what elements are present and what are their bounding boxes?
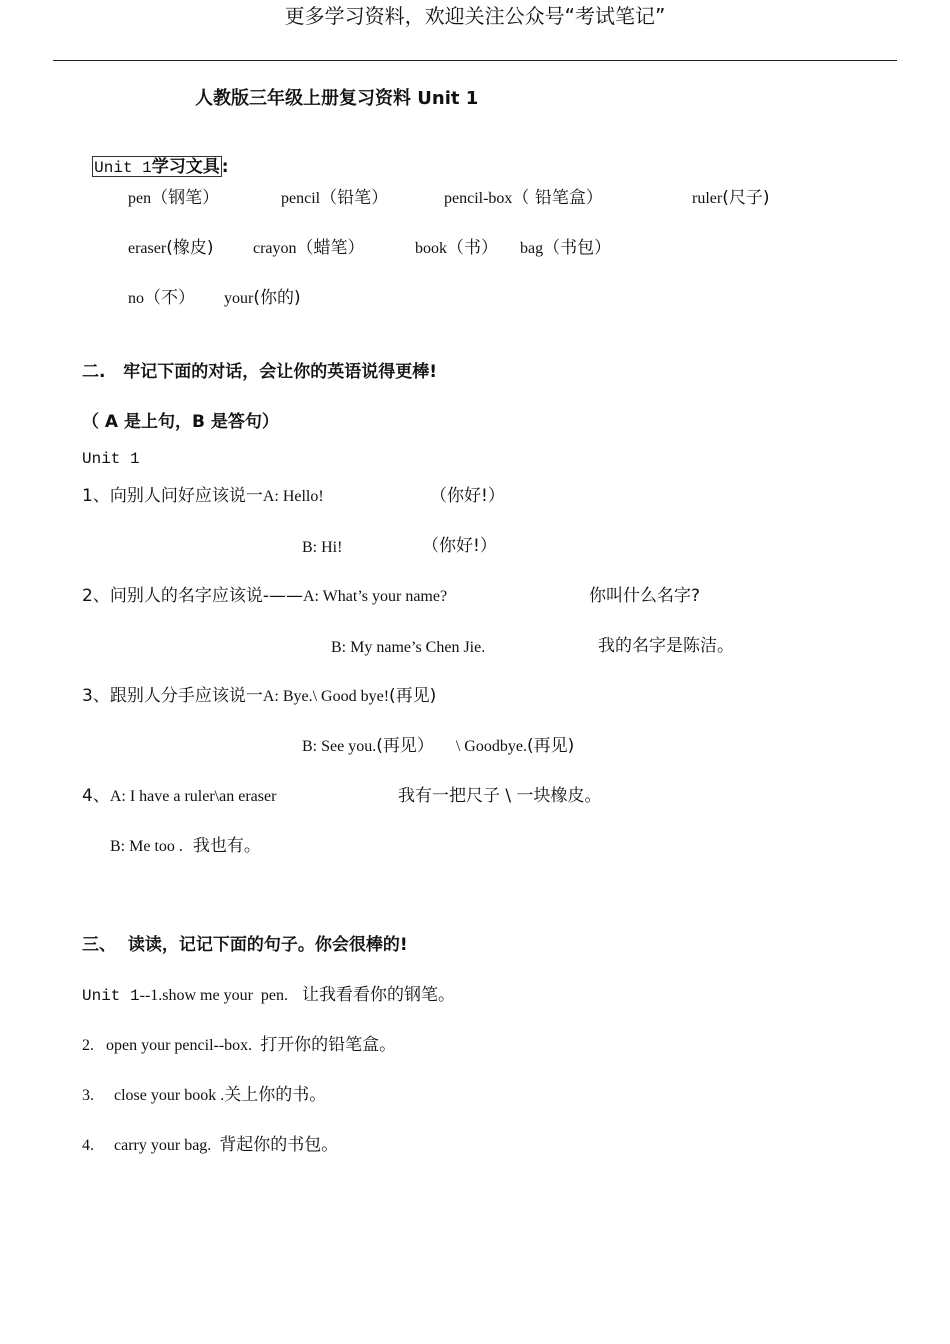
- dialogue-translation: （你好!）: [422, 536, 497, 556]
- vocab-cn: （书）: [447, 238, 498, 258]
- vocab-en: pencil-box: [444, 190, 513, 207]
- vocab-en: eraser: [128, 240, 167, 257]
- dialogue-translation: (再见）: [376, 736, 434, 756]
- dialogue-prefix: 3、跟别人分手应该说一: [82, 686, 263, 706]
- sentence-line: [82, 985, 455, 1006]
- sentence-unit: Unit 1: [82, 987, 140, 1005]
- vocab-item: [224, 288, 301, 308]
- vocab-cn: （铅笔）: [320, 188, 389, 208]
- vocab-item: [128, 288, 195, 308]
- dialogue-b: B: Me too .: [110, 838, 183, 855]
- sentence-cn: 让我看看你的钢笔。: [302, 985, 456, 1005]
- vocab-en: book: [415, 240, 447, 257]
- section1-label: [82, 138, 229, 178]
- section2-unit: Unit 1: [82, 450, 140, 468]
- sentence-cn: 打开你的铅笔盒。: [260, 1035, 397, 1055]
- dialogue-translation: 我的名字是陈洁。: [598, 636, 734, 656]
- vocab-cn: （不）: [144, 288, 195, 308]
- vocab-cn: （ 铅笔盒）: [512, 188, 603, 208]
- sentence-line: [82, 1085, 326, 1105]
- dialogue-a: A: Hello!: [262, 488, 324, 505]
- sentence-en: close your book .: [114, 1087, 225, 1104]
- vocab-cn: (你的): [253, 288, 301, 308]
- section2-note: （ A 是上句，B 是答句）: [82, 412, 279, 432]
- dialogue-b: B: My name’s Chen Jie.: [331, 639, 486, 656]
- section2-heading: 二. 牢记下面的对话，会让你的英语说得更棒!: [82, 362, 437, 382]
- document-title: 人教版三年级上册复习资料 Unit 1: [195, 88, 479, 109]
- dialogue-b: B: Hi!: [302, 539, 343, 556]
- dialogue-b: B: See you.: [302, 738, 377, 755]
- vocab-cn: (尺子): [722, 188, 770, 208]
- sentence-en: carry your bag.: [114, 1137, 212, 1154]
- dialogue-line: [110, 836, 261, 856]
- vocab-cn: （蜡笔）: [296, 238, 365, 258]
- section1-label-box: [92, 156, 222, 177]
- sentence-line: [82, 1035, 396, 1055]
- sentence-cn: 关上你的书。: [224, 1085, 327, 1105]
- vocab-item: [444, 188, 603, 208]
- dialogue-line: [82, 786, 276, 806]
- vocab-cn: (橡皮): [166, 238, 214, 258]
- sentence-cn: 背起你的书包。: [219, 1135, 339, 1155]
- dialogue-prefix: 2、问别人的名字应该说-——: [82, 586, 303, 606]
- dialogue-translation: (再见): [389, 686, 437, 706]
- dialogue-a: A: Bye.\ Good bye!: [262, 688, 390, 705]
- dialogue-prefix: 4、: [82, 786, 110, 806]
- dialogue-translation: 我有一把尺子 \ 一块橡皮。: [398, 786, 602, 806]
- sentence-number: 3.: [82, 1087, 94, 1104]
- vocab-en: crayon: [253, 240, 297, 257]
- vocab-en: bag: [520, 240, 544, 257]
- vocab-item: [253, 238, 365, 258]
- vocab-item: [415, 238, 498, 258]
- vocab-cn: （钢笔）: [151, 188, 220, 208]
- sentence-line: [82, 1135, 338, 1155]
- sentence-number: --1.: [139, 987, 163, 1004]
- vocab-item: [692, 188, 769, 208]
- sentence-en: open your pencil--box.: [106, 1037, 253, 1054]
- dialogue-line: [82, 486, 324, 506]
- section1-label-cn: 学习文具: [151, 157, 220, 178]
- vocab-cn: （书包）: [543, 238, 612, 258]
- vocab-en: your: [224, 290, 254, 307]
- dialogue-b-alt: \ Goodbye.: [455, 738, 527, 755]
- dialogue-translation: （你好!）: [430, 486, 505, 506]
- vocab-item: [281, 188, 388, 208]
- dialogue-a: A: What’s your name?: [302, 588, 448, 605]
- dialogue-a: A: I have a ruler\an eraser: [109, 788, 277, 805]
- dialogue-translation: (再见): [526, 736, 575, 756]
- vocab-en: no: [128, 290, 144, 307]
- section1-label-colon: :: [221, 157, 229, 178]
- vocab-item: [520, 238, 611, 258]
- vocab-item: [128, 188, 219, 208]
- vocab-en: pencil: [281, 190, 321, 207]
- vocab-item: [128, 238, 213, 258]
- sentence-number: 2.: [82, 1037, 94, 1054]
- sentence-number: 4.: [82, 1137, 94, 1154]
- vocab-en: pen: [128, 190, 152, 207]
- sentence-en: show me your pen.: [162, 987, 289, 1004]
- page-header: 更多学习资料，欢迎关注公众号“考试笔记”: [284, 4, 666, 28]
- dialogue-line: [82, 686, 436, 706]
- header-divider: [53, 60, 897, 61]
- dialogue-translation: 我也有。: [192, 836, 261, 856]
- vocab-en: ruler: [692, 190, 723, 207]
- dialogue-line: [82, 586, 447, 606]
- section3-heading: 三、 读读，记记下面的句子。你会很棒的!: [82, 935, 408, 955]
- dialogue-line: [302, 736, 574, 756]
- dialogue-translation: 你叫什么名字?: [589, 586, 701, 606]
- section1-label-en: Unit 1: [94, 159, 152, 178]
- dialogue-prefix: 1、向别人问好应该说一: [82, 486, 263, 506]
